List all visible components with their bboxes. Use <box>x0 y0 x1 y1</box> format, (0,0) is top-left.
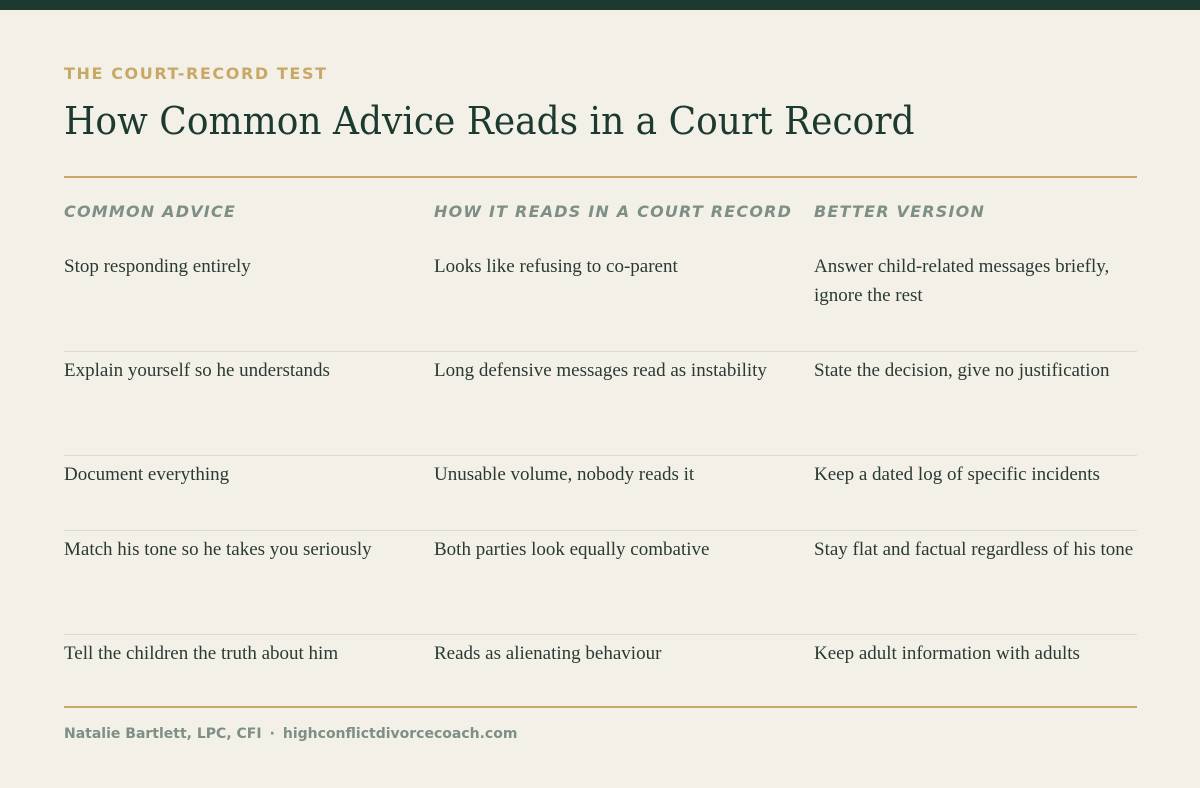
table-row <box>64 248 1137 352</box>
cell-better-version: Answer child-related messages briefly, ignore the rest <box>814 256 1110 306</box>
cell-better-version: Keep a dated log of specific incidents <box>814 464 1100 485</box>
cell-court-record: Long defensive messages read as instability <box>434 360 767 381</box>
cell-court-record: Reads as alienating behaviour <box>434 643 662 664</box>
column-header-common-advice: COMMON ADVICE <box>64 202 237 221</box>
table-header-row <box>64 178 1137 248</box>
top-accent-bar <box>0 0 1200 10</box>
eyebrow-label: THE COURT-RECORD TEST <box>64 64 328 83</box>
cell-better-version: Keep adult information with adults <box>814 643 1080 664</box>
cell-common-advice: Document everything <box>64 464 230 485</box>
cell-common-advice: Explain yourself so he understands <box>64 360 330 381</box>
cell-common-advice: Stop responding entirely <box>64 256 251 277</box>
author-credit: Natalie Bartlett, LPC, CFI <box>64 726 262 742</box>
table-row <box>64 456 1137 531</box>
table-row <box>64 531 1137 635</box>
footer-separator: · <box>269 726 275 742</box>
table-row <box>64 635 1137 710</box>
cell-court-record: Both parties look equally combative <box>434 539 710 560</box>
column-header-court-record: HOW IT READS IN A COURT RECORD <box>434 202 793 221</box>
cell-court-record: Looks like refusing to co-parent <box>434 256 678 277</box>
cell-better-version: Stay flat and factual regardless of his tone <box>814 539 1134 560</box>
table-row <box>64 352 1137 456</box>
comparison-table <box>64 178 1137 710</box>
footer-credit <box>64 726 517 742</box>
cell-common-advice: Tell the children the truth about him <box>64 643 339 664</box>
column-header-better-version: BETTER VERSION <box>814 202 986 221</box>
cell-better-version: State the decision, give no justification <box>814 360 1110 381</box>
website-link[interactable]: highconflictdivorcecoach.com <box>282 726 518 742</box>
cell-court-record: Unusable volume, nobody reads it <box>434 464 695 485</box>
cell-common-advice: Match his tone so he takes you seriously <box>64 539 372 560</box>
bottom-divider <box>64 706 1137 708</box>
page-title: How Common Advice Reads in a Court Record <box>64 99 915 143</box>
